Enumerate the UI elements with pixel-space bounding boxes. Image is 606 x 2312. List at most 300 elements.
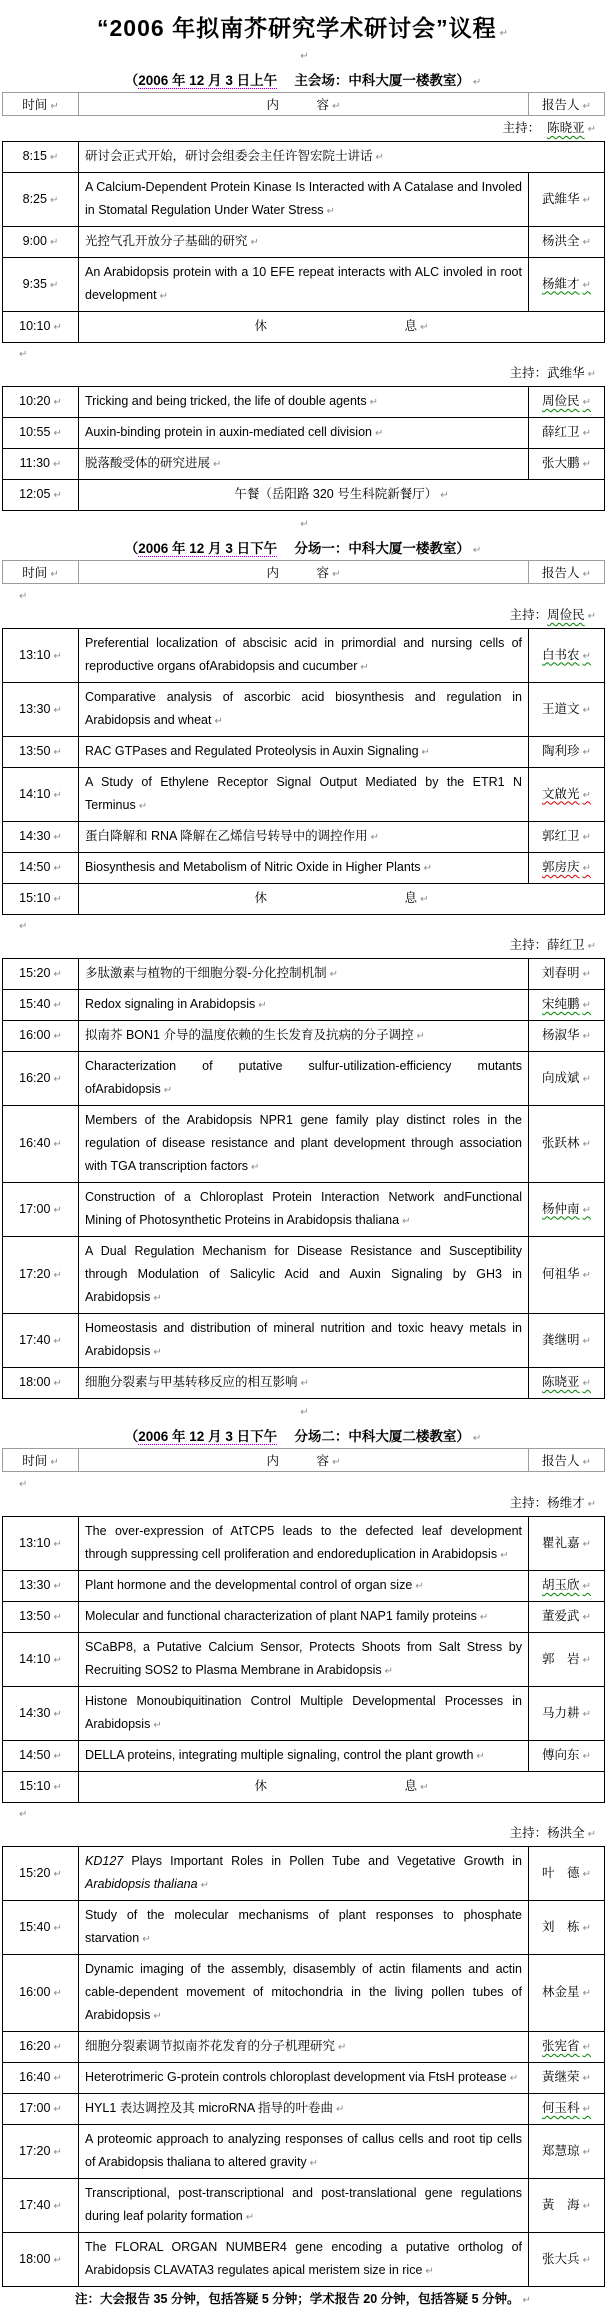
speaker-cell	[529, 1955, 605, 2032]
time-value: 8:15 ↵	[23, 149, 59, 163]
time-cell	[3, 1901, 79, 1955]
content-text: Preferential localization of abscisic acid in primordial and nursing cells of reproductive organs ofArabidopsis and cucumber ↵	[85, 636, 522, 673]
time-cell	[3, 1687, 79, 1741]
time-value: 18:00 ↵	[19, 2252, 62, 2266]
content-cell	[79, 387, 529, 418]
table-row	[3, 629, 605, 683]
content-cell	[79, 449, 529, 480]
heading-date: 2006 年 12 月 3 日下午	[138, 541, 278, 556]
time-value: 17:40 ↵	[19, 2198, 62, 2212]
time-cell	[3, 2094, 79, 2125]
time-column-header-label: 时间 ↵	[22, 566, 58, 580]
speaker-name: 张宪省 ↵	[542, 2039, 591, 2053]
content-cell	[79, 1901, 529, 1955]
table-row	[3, 418, 605, 449]
blank-paragraph	[0, 1803, 606, 1822]
column-header-table	[2, 92, 605, 116]
content-column-header-label: 内 容 ↵	[267, 1454, 341, 1468]
speaker-name: 郭房庆 ↵	[542, 860, 591, 874]
content-cell	[79, 768, 529, 822]
time-value: 16:20 ↵	[19, 2039, 62, 2053]
speaker-cell	[529, 2094, 605, 2125]
time-value: 17:40 ↵	[19, 1333, 62, 1347]
speaker-name: 张大鹏 ↵	[542, 456, 591, 470]
content-text: 休 息 ↵	[255, 1779, 429, 1793]
break-row	[3, 312, 605, 343]
table-row	[3, 1106, 605, 1183]
speaker-name: 马力耕 ↵	[542, 1706, 591, 1720]
content-text: 休 息 ↵	[255, 319, 429, 333]
content-cell	[79, 1314, 529, 1368]
content-text: Plant hormone and the developmental control of organ size ↵	[85, 1578, 424, 1592]
content-text: A Study of Ethylene Receptor Signal Output Mediated by the ETR1 N Terminus ↵	[85, 775, 522, 812]
content-cell	[79, 884, 605, 915]
speaker-cell	[529, 258, 605, 312]
table-row	[3, 1633, 605, 1687]
speaker-column-header	[529, 1449, 605, 1472]
time-cell	[3, 1571, 79, 1602]
table-row	[3, 1314, 605, 1368]
schedule-table	[2, 141, 605, 343]
content-text: A Dual Regulation Mechanism for Disease Resistance and Susceptibility through Modulation of Salicylic Acid and Auxin Signaling by GH3 in Arabidopsis ↵	[85, 1244, 522, 1304]
content-text: Members of the Arabidopsis NPR1 gene family play distinct roles in the regulation of disease resistance and plant development through association with TGA transcription factors ↵	[85, 1113, 522, 1173]
content-text: Study of the molecular mechanisms of plant responses to phosphate starvation ↵	[85, 1908, 522, 1945]
table-row	[3, 449, 605, 480]
table-row	[3, 683, 605, 737]
speaker-name: 陶利珍 ↵	[542, 744, 591, 758]
host-name: 杨维才	[547, 1496, 585, 1510]
content-text: The over-expression of AtTCP5 leads to the defected leaf development through suppressing cell proliferation and endoreduplication in Arabidopsis ↵	[85, 1524, 522, 1561]
content-cell	[79, 1955, 529, 2032]
content-column-header	[79, 561, 529, 584]
speaker-name: 武維华 ↵	[542, 192, 591, 206]
time-cell	[3, 737, 79, 768]
content-cell	[79, 1183, 529, 1237]
content-cell	[79, 2094, 529, 2125]
time-column-header-label: 时间 ↵	[22, 98, 58, 112]
heading-venue: 分场二：中科大厦二楼教室）	[277, 1429, 470, 1444]
speaker-name: 刘 栋 ↵	[542, 1920, 591, 1934]
schedule-table	[2, 1846, 605, 2287]
time-cell	[3, 1368, 79, 1399]
content-cell	[79, 1237, 529, 1314]
table-row	[3, 2032, 605, 2063]
speaker-name: 林金星 ↵	[542, 1985, 591, 1999]
time-cell	[3, 2179, 79, 2233]
speaker-cell	[529, 629, 605, 683]
speaker-name: 何玉科 ↵	[542, 2101, 591, 2115]
content-cell	[79, 2125, 529, 2179]
content-text: Redox signaling in Arabidopsis ↵	[85, 997, 267, 1011]
content-text: A Calcium-Dependent Protein Kinase Is Interacted with A Catalase and Involed in Stomatal Regulation Under Water Stress ↵	[85, 180, 522, 217]
speaker-cell	[529, 1741, 605, 1772]
content-segment: Arabidopsis thaliana	[85, 1877, 198, 1891]
time-value: 14:30 ↵	[19, 1706, 62, 1720]
schedule-table	[2, 386, 605, 511]
heading-date: 2006 年 12 月 3 日上午	[138, 73, 278, 88]
host-label: 主持：	[509, 608, 548, 622]
time-cell	[3, 1052, 79, 1106]
speaker-cell	[529, 768, 605, 822]
time-value: 10:20 ↵	[19, 394, 62, 408]
time-cell	[3, 2032, 79, 2063]
speaker-cell	[529, 1183, 605, 1237]
schedule-table	[2, 958, 605, 1399]
time-value: 10:55 ↵	[19, 425, 62, 439]
table-row	[3, 2125, 605, 2179]
heading-venue: 主会场：中科大厦一楼教室）	[277, 73, 470, 88]
table-row	[3, 258, 605, 312]
content-cell	[79, 258, 529, 312]
speaker-cell	[529, 853, 605, 884]
speaker-cell	[529, 1021, 605, 1052]
speaker-cell	[529, 1901, 605, 1955]
blank-paragraph	[0, 1399, 606, 1423]
host-name: 薛红卫	[547, 938, 585, 952]
time-value: 14:30 ↵	[19, 829, 62, 843]
time-cell	[3, 1106, 79, 1183]
speaker-name: 郭 岩 ↵	[542, 1652, 591, 1666]
time-cell	[3, 1021, 79, 1052]
section-heading	[0, 537, 606, 557]
content-cell	[79, 1021, 529, 1052]
table-row	[3, 387, 605, 418]
host-label: 主持：	[509, 1826, 548, 1840]
content-text: RAC GTPases and Regulated Proteolysis in Auxin Signaling ↵	[85, 744, 430, 758]
content-cell	[79, 1602, 529, 1633]
host-label: 主持：	[502, 121, 541, 135]
content-text: Histone Monoubiquitination Control Multiple Developmental Processes in Arabidopsis ↵	[85, 1694, 522, 1731]
time-value: 15:20 ↵	[19, 1866, 62, 1880]
table-row	[3, 1021, 605, 1052]
time-cell	[3, 2125, 79, 2179]
content-text: SCaBP8, a Putative Calcium Sensor, Protects Shoots from Salt Stress by Recruiting SOS2 to Plasma Membrane in Arabidopsis ↵	[85, 1640, 522, 1677]
time-cell	[3, 884, 79, 915]
section-afternoon-session-2	[0, 1399, 606, 2287]
speaker-name: 文啟光 ↵	[542, 787, 591, 801]
time-value: 13:30 ↵	[19, 702, 62, 716]
content-text: The FLORAL ORGAN NUMBER4 gene encoding a putative ortholog of Arabidopsis CLAVATA3 regulates apical meristem size in rice ↵	[85, 2240, 522, 2277]
time-cell	[3, 629, 79, 683]
content-cell	[79, 1772, 605, 1803]
time-value: 15:40 ↵	[19, 997, 62, 1011]
heading-open: （	[124, 541, 139, 556]
column-header-table	[2, 1448, 605, 1472]
time-value: 18:00 ↵	[19, 1375, 62, 1389]
content-cell	[79, 173, 529, 227]
speaker-name: 龚继明 ↵	[542, 1333, 591, 1347]
speaker-name: 张跃林 ↵	[542, 1136, 591, 1150]
time-value: 15:40 ↵	[19, 1920, 62, 1934]
time-value: 16:00 ↵	[19, 1028, 62, 1042]
table-row	[3, 1847, 605, 1901]
time-cell	[3, 480, 79, 511]
speaker-column-header	[529, 561, 605, 584]
footer-note: 注：大会报告 35 分钟，包括答疑 5 分钟；学术报告 20 分钟，包括答疑 5 分钟。 ↵	[0, 2290, 606, 2310]
time-cell	[3, 387, 79, 418]
time-cell	[3, 2233, 79, 2287]
table-row	[3, 173, 605, 227]
host-name: 周俭民	[547, 608, 585, 622]
time-cell	[3, 1955, 79, 2032]
column-header-row	[3, 561, 605, 584]
time-value: 14:50 ↵	[19, 1748, 62, 1762]
content-cell	[79, 853, 529, 884]
time-value: 13:50 ↵	[19, 1609, 62, 1623]
speaker-cell	[529, 737, 605, 768]
time-value: 9:00 ↵	[23, 234, 59, 248]
content-cell	[79, 2179, 529, 2233]
speaker-cell	[529, 2233, 605, 2287]
speaker-cell	[529, 418, 605, 449]
speaker-column-header-label: 报告人 ↵	[542, 1454, 591, 1468]
speaker-column-header-label: 报告人 ↵	[542, 98, 591, 112]
table-row	[3, 2094, 605, 2125]
time-cell	[3, 1602, 79, 1633]
content-text: 拟南芥 BON1 介导的温度依赖的生长发育及抗病的分子调控 ↵	[85, 1028, 425, 1042]
content-text: 研讨会正式开始，研讨会组委会主任许智宏院士讲话 ↵	[85, 149, 384, 163]
content-column-header	[79, 1449, 529, 1472]
time-column-header	[3, 1449, 79, 1472]
speaker-name: 郑慧琼 ↵	[542, 2144, 591, 2158]
time-cell	[3, 142, 79, 173]
content-text	[85, 1854, 522, 1891]
time-value: 16:40 ↵	[19, 1136, 62, 1150]
content-cell	[79, 737, 529, 768]
host-label: 主持：	[509, 938, 548, 952]
speaker-name: 刘春明 ↵	[542, 966, 591, 980]
time-value: 8:25 ↵	[23, 192, 59, 206]
document-title: “2006 年拟南芥研究学术研讨会”议程 ↵	[0, 10, 606, 43]
speaker-name: 何祖华 ↵	[542, 1267, 591, 1281]
section-afternoon-session-1	[0, 511, 606, 1399]
speaker-name: 杨洪全 ↵	[542, 234, 591, 248]
content-cell	[79, 959, 529, 990]
blank-paragraph	[0, 915, 606, 934]
content-cell	[79, 1571, 529, 1602]
content-cell	[79, 990, 529, 1021]
speaker-cell	[529, 1571, 605, 1602]
content-text: An Arabidopsis protein with a 10 EFE repeat interacts with ALC involed in root development ↵	[85, 265, 522, 302]
time-value: 12:05 ↵	[19, 487, 62, 501]
content-text: 休 息 ↵	[255, 891, 429, 905]
table-row	[3, 1052, 605, 1106]
content-cell	[79, 2063, 529, 2094]
time-cell	[3, 768, 79, 822]
content-text: Molecular and functional characterization of plant NAP1 family proteins ↵	[85, 1609, 488, 1623]
speaker-cell	[529, 2125, 605, 2179]
content-text: Dynamic imaging of the assembly, disasembly of actin filaments and actin cable-dependent movement of mitochondria in the living pollen tubes of Arabidopsis ↵	[85, 1962, 522, 2022]
table-row	[3, 853, 605, 884]
speaker-cell	[529, 1052, 605, 1106]
content-text: 细胞分裂素与甲基转移反应的相互影响 ↵	[85, 1375, 309, 1389]
break-row	[3, 1772, 605, 1803]
speaker-cell	[529, 449, 605, 480]
table-row	[3, 1571, 605, 1602]
time-cell	[3, 449, 79, 480]
host-label: 主持：	[509, 1496, 548, 1510]
speaker-cell	[529, 387, 605, 418]
content-cell	[79, 480, 605, 511]
content-segment: KD127	[85, 1854, 124, 1868]
time-cell	[3, 2063, 79, 2094]
content-text: Characterization of putative sulfur-utilization-efficiency mutants ofArabidopsis ↵	[85, 1059, 522, 1096]
blank-paragraph	[0, 343, 606, 362]
time-cell	[3, 822, 79, 853]
time-cell	[3, 312, 79, 343]
time-cell	[3, 1741, 79, 1772]
content-cell	[79, 312, 605, 343]
table-row	[3, 227, 605, 258]
time-cell	[3, 959, 79, 990]
content-text: 脱落酸受体的研究进展 ↵	[85, 456, 221, 470]
blank-paragraph	[0, 43, 606, 67]
speaker-cell	[529, 1106, 605, 1183]
time-value: 16:40 ↵	[19, 2070, 62, 2084]
content-cell	[79, 142, 605, 173]
speaker-cell	[529, 1633, 605, 1687]
blank-paragraph	[0, 585, 606, 604]
time-value: 9:35 ↵	[23, 277, 59, 291]
content-text: 光控气孔开放分子基础的研究 ↵	[85, 234, 259, 248]
table-row	[3, 990, 605, 1021]
table-row	[3, 2179, 605, 2233]
content-text: Homeostasis and distribution of mineral nutrition and toxic heavy metals in Arabidopsis ↵	[85, 1321, 522, 1358]
host-name: 杨洪全	[547, 1826, 585, 1840]
schedule-table	[2, 628, 605, 915]
table-row	[3, 1687, 605, 1741]
blank-paragraph	[0, 1473, 606, 1492]
table-row	[3, 1237, 605, 1314]
speaker-cell	[529, 822, 605, 853]
table-row	[3, 959, 605, 990]
table-row	[3, 737, 605, 768]
table-row	[3, 1955, 605, 2032]
section-morning	[0, 69, 606, 511]
content-text: Transcriptional, post-transcriptional and post-translational gene regulations during leaf polarity formation ↵	[85, 2186, 522, 2223]
heading-open: （	[124, 73, 139, 88]
table-row	[3, 1602, 605, 1633]
table-row	[3, 768, 605, 822]
content-segment: Plays Important Roles in Pollen Tube and Vegetative Growth in	[123, 1854, 522, 1868]
speaker-cell	[529, 1847, 605, 1901]
content-cell	[79, 683, 529, 737]
time-value: 14:10 ↵	[19, 787, 62, 801]
speaker-cell	[529, 1517, 605, 1571]
blank-paragraph	[0, 511, 606, 535]
time-value: 13:10 ↵	[19, 1536, 62, 1550]
time-value: 14:10 ↵	[19, 1652, 62, 1666]
speaker-name: 叶 德 ↵	[542, 1866, 591, 1880]
time-value: 13:10 ↵	[19, 648, 62, 662]
host-line	[0, 117, 606, 141]
content-text: 多肽激素与植物的干细胞分裂-分化控制机制 ↵	[85, 966, 338, 980]
content-cell	[79, 2032, 529, 2063]
heading-open: （	[124, 1429, 139, 1444]
time-cell	[3, 1314, 79, 1368]
speaker-cell	[529, 1368, 605, 1399]
table-row	[3, 2063, 605, 2094]
speaker-cell	[529, 1314, 605, 1368]
content-cell	[79, 1368, 529, 1399]
speaker-column-header-label: 报告人 ↵	[542, 566, 591, 580]
content-cell	[79, 1847, 529, 1901]
content-column-header-label: 内 容 ↵	[267, 566, 341, 580]
break-row	[3, 884, 605, 915]
speaker-name: 瞿礼嘉 ↵	[542, 1536, 591, 1550]
content-text: 蛋白降解和 RNA 降解在乙烯信号转导中的调控作用 ↵	[85, 829, 379, 843]
time-cell	[3, 683, 79, 737]
speaker-name: 王道文 ↵	[542, 702, 591, 716]
time-value: 15:10 ↵	[19, 1779, 62, 1793]
time-cell	[3, 1183, 79, 1237]
content-text: Tricking and being tricked, the life of double agents ↵	[85, 394, 378, 408]
table-row	[3, 1368, 605, 1399]
speaker-name: 杨淑华 ↵	[542, 1028, 591, 1042]
time-cell	[3, 853, 79, 884]
lunch-row	[3, 480, 605, 511]
time-value: 16:00 ↵	[19, 1985, 62, 1999]
time-cell	[3, 1517, 79, 1571]
speaker-name: 薛红卫 ↵	[542, 425, 591, 439]
content-text: DELLA proteins, integrating multiple signaling, control the plant growth ↵	[85, 1748, 485, 1762]
content-cell	[79, 1741, 529, 1772]
time-cell	[3, 258, 79, 312]
speaker-name: 黃 海 ↵	[542, 2198, 591, 2212]
table-row	[3, 822, 605, 853]
time-column-header	[3, 93, 79, 116]
content-column-header	[79, 93, 529, 116]
speaker-cell	[529, 1687, 605, 1741]
time-column-header-label: 时间 ↵	[22, 1454, 58, 1468]
host-label: 主持：	[509, 366, 548, 380]
speaker-name: 杨仲南 ↵	[542, 1202, 591, 1216]
content-cell	[79, 1517, 529, 1571]
time-cell	[3, 173, 79, 227]
content-text: Comparative analysis of ascorbic acid biosynthesis and regulation in Arabidopsis and wheat ↵	[85, 690, 522, 727]
speaker-name: 张大兵 ↵	[542, 2252, 591, 2266]
content-cell	[79, 822, 529, 853]
time-cell	[3, 1237, 79, 1314]
table-row	[3, 2233, 605, 2287]
speaker-cell	[529, 2179, 605, 2233]
time-value: 14:50 ↵	[19, 860, 62, 874]
time-value: 11:30 ↵	[20, 456, 62, 470]
content-text: A proteomic approach to analyzing responses of callus cells and root tip cells of Arabidopsis thaliana to altered gravity ↵	[85, 2132, 522, 2169]
speaker-name: 傅向东 ↵	[542, 1748, 591, 1762]
time-value: 15:10 ↵	[19, 891, 62, 905]
content-text: Construction of a Chloroplast Protein Interaction Network andFunctional Mining of Photosynthetic Proteins in Arabidopsis thaliana ↵	[85, 1190, 522, 1227]
column-header-row	[3, 1449, 605, 1472]
time-value: 17:20 ↵	[19, 2144, 62, 2158]
speaker-name: 周俭民 ↵	[542, 394, 591, 408]
time-cell	[3, 1772, 79, 1803]
table-row	[3, 1183, 605, 1237]
speaker-name: 董爱武 ↵	[542, 1609, 591, 1623]
column-header-table	[2, 560, 605, 584]
content-cell	[79, 1052, 529, 1106]
content-text: Auxin-binding protein in auxin-mediated cell division ↵	[85, 425, 383, 439]
time-value: 15:20 ↵	[19, 966, 62, 980]
time-value: 13:50 ↵	[19, 744, 62, 758]
table-row	[3, 1741, 605, 1772]
opening-row	[3, 142, 605, 173]
speaker-name: 胡玉欣 ↵	[542, 1578, 591, 1592]
host-name: 武维华	[547, 366, 585, 380]
speaker-name: 向成斌 ↵	[542, 1071, 591, 1085]
table-row	[3, 1901, 605, 1955]
sections-container	[0, 69, 606, 2287]
